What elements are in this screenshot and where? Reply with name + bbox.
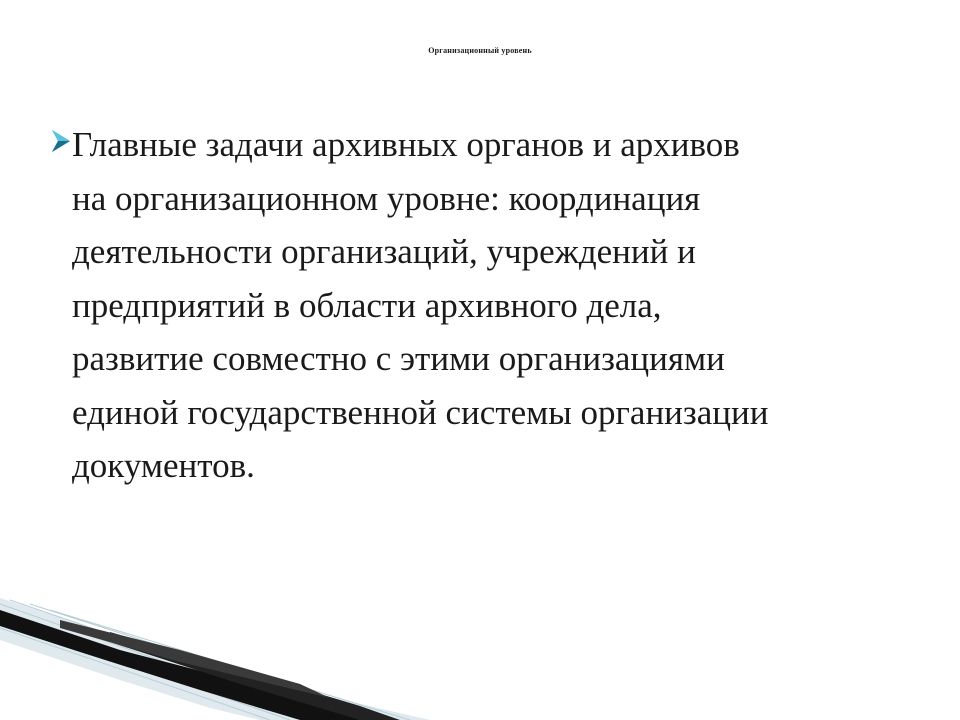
bullet-text: Главные задачи архивных органов и архивов на организационном уровне: координация деятельности организаций, учреждений и предприятий в области архивного дела, развитие совместно с этими организациями единой государственной системы организации документов. xyxy=(72,125,769,485)
arrow-bullet-icon xyxy=(50,128,72,154)
bullet-item xyxy=(50,118,930,493)
slide-title: Организационный уровень xyxy=(428,46,532,55)
decorative-swoosh xyxy=(0,580,960,720)
slide-content xyxy=(50,118,930,493)
